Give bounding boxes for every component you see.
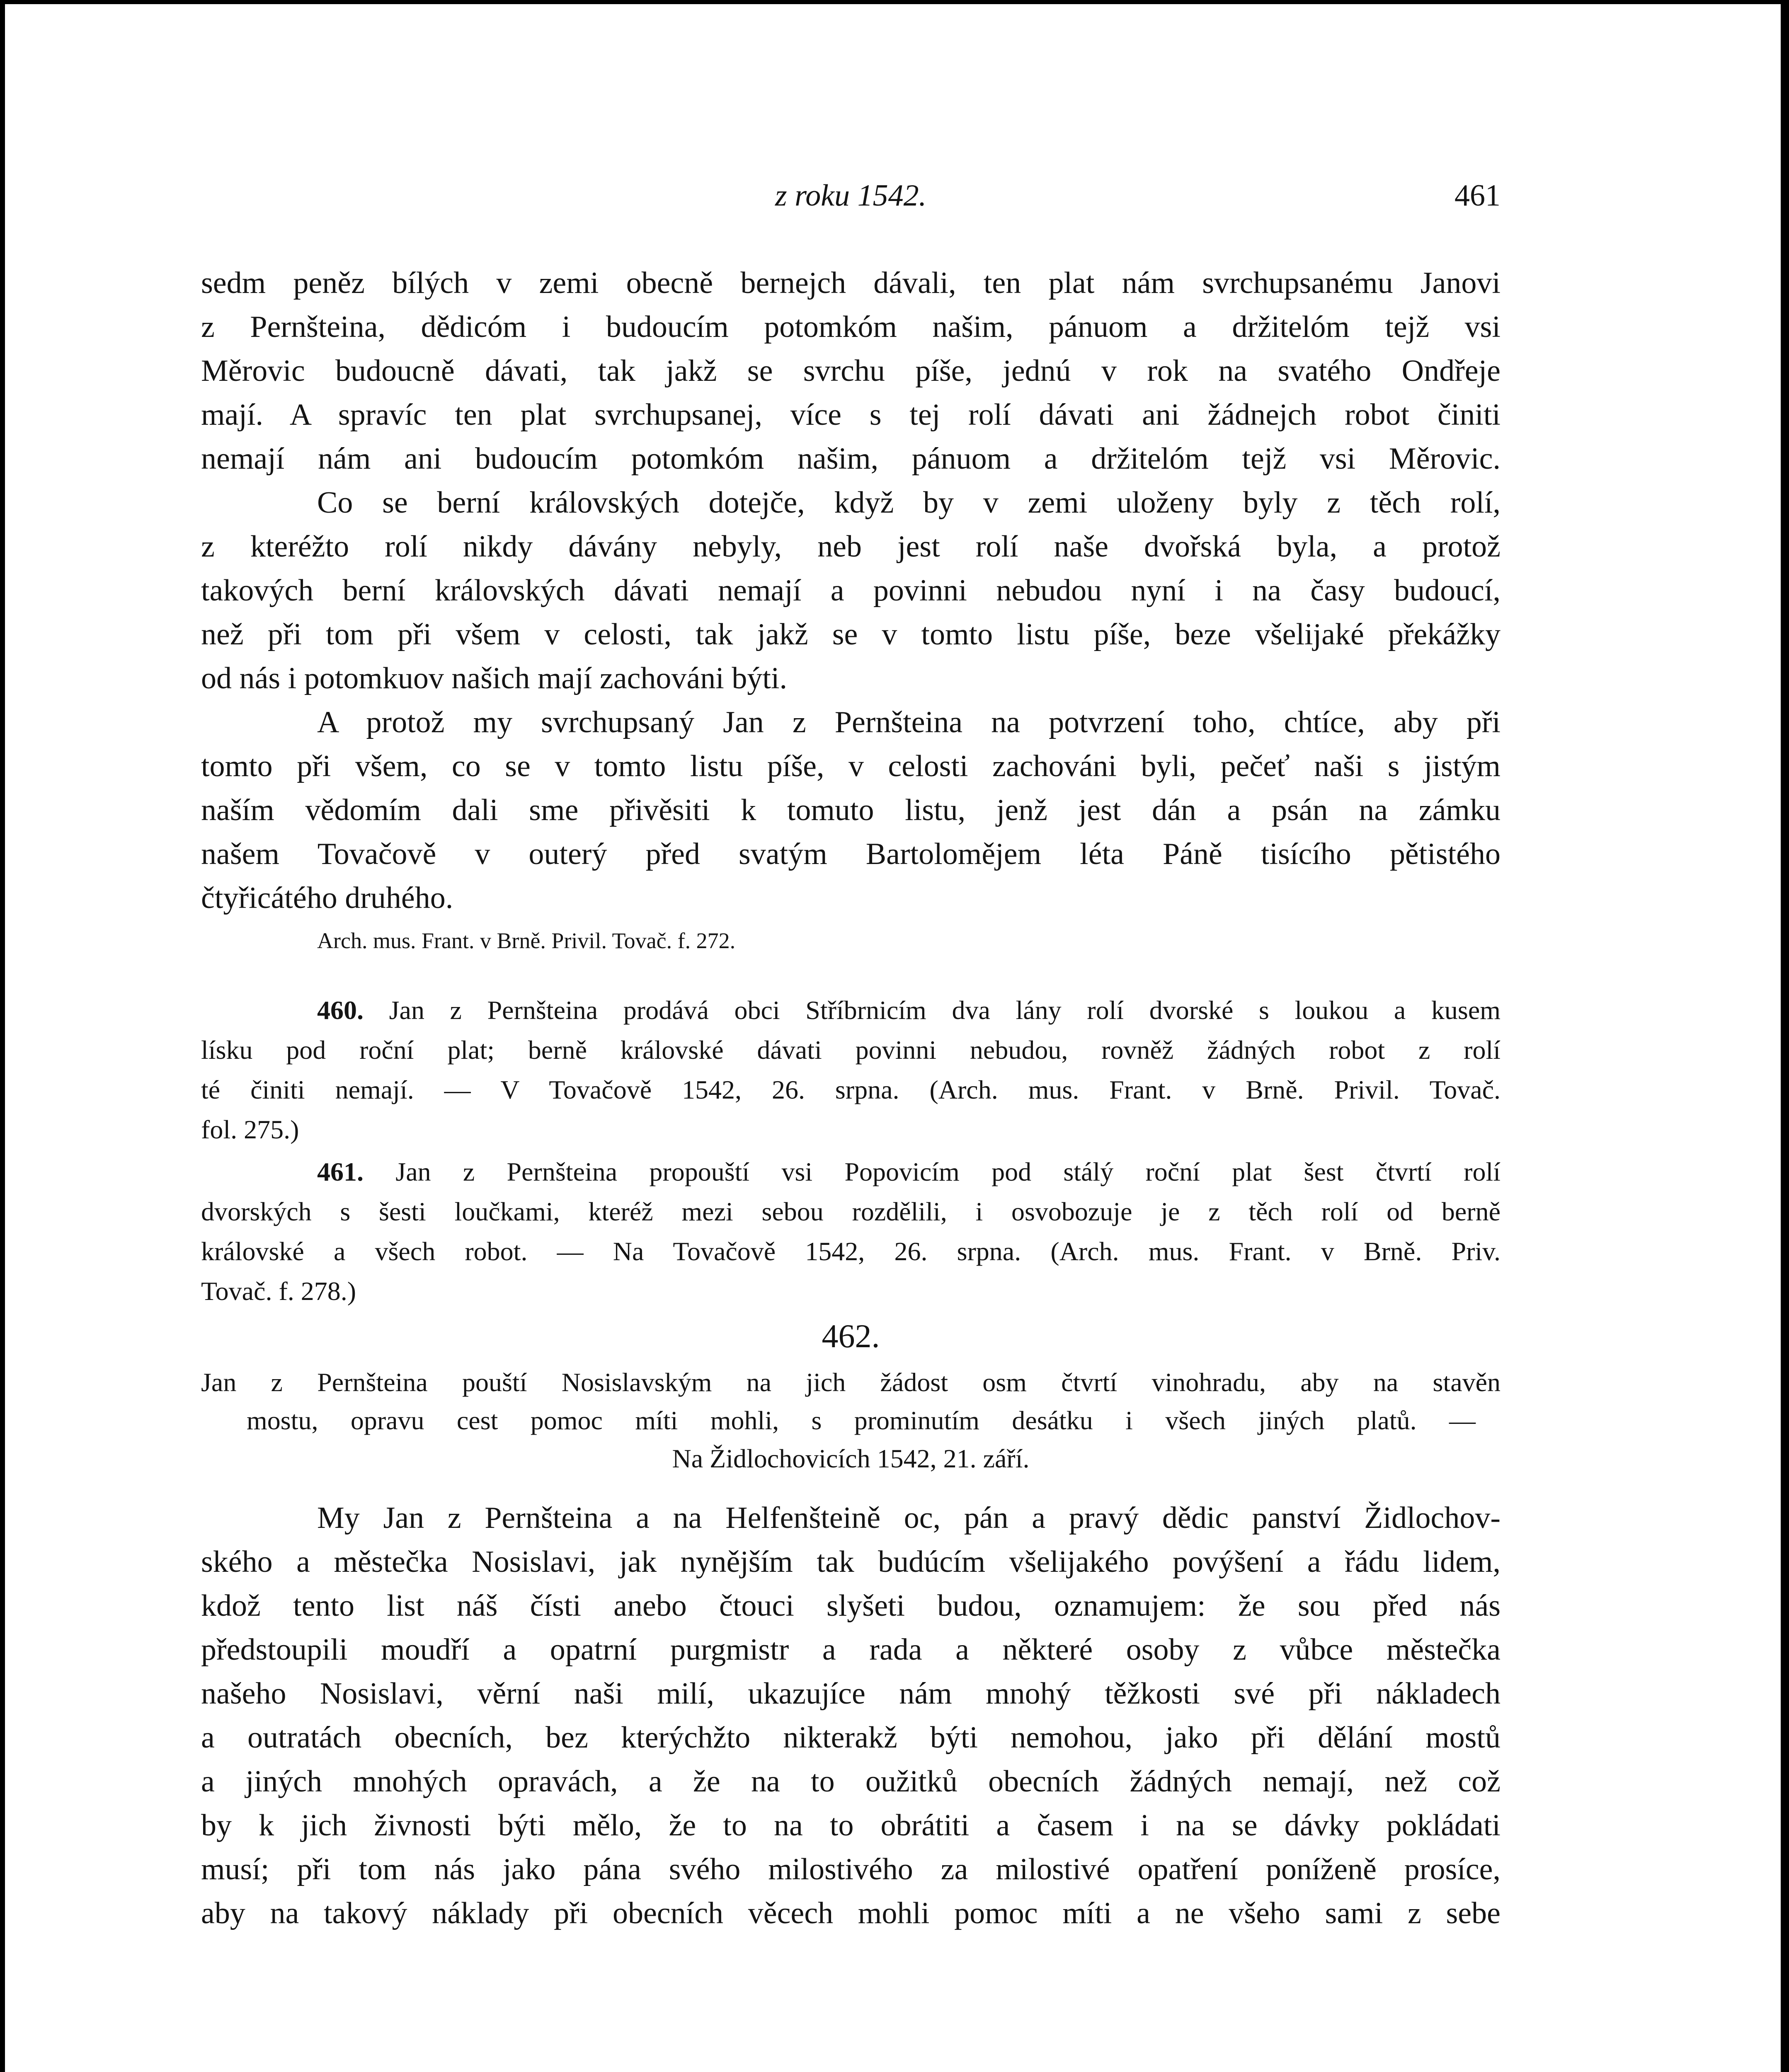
- regest-461: [201, 1152, 1501, 1311]
- text-line: předstoupili moudří a opatrní purgmistr a rada a některé osoby z vůbce městečka: [201, 1633, 1501, 1667]
- regest-number: 460.: [317, 995, 364, 1025]
- regest-text: Jan z Pernšteina propouští vsi Popovicím pod stálý roční plat šest čtvrtí rolí: [395, 1157, 1501, 1186]
- text-line: a outratách obecních, bez kterýchžto nikterakž býti nemohou, jako při dělání mostů: [201, 1721, 1501, 1755]
- text-line: z kteréžto rolí nikdy dávány nebyly, neb jest rolí naše dvořská byla, a protož: [201, 530, 1501, 564]
- regest-line: té činiti nemají. — V Tovačově 1542, 26. srpna. (Arch. mus. Frant. v Brně. Privil. Tovač.: [201, 1075, 1501, 1104]
- text-line: našeho Nosislavi, věrní naši milí, ukazujíce nám mnohý těžkosti své při nákladech: [201, 1677, 1501, 1711]
- regest-line: lísku pod roční plat; berně královské dávati povinni nebudou, rovněž žádných robot z rolí: [201, 1035, 1501, 1065]
- text-line: nemají nám ani budoucím potomkóm našim, pánuom a držitelóm tejž vsi Měrovic.: [201, 442, 1501, 476]
- summary-line: Na Židlochovicích 1542, 21. září.: [672, 1444, 1030, 1473]
- text-line: My Jan z Pernšteina a na Helfenšteině oc, pán a pravý dědic panství Židlochov-: [317, 1501, 1501, 1535]
- page-header: [201, 178, 1501, 224]
- running-title: z roku 1542.: [775, 179, 927, 213]
- scan-border-right: [1781, 0, 1789, 2072]
- text-line: ského a městečka Nosislavi, jak nynějším tak budúcím všelijakého povýšení a řádu lidem,: [201, 1545, 1501, 1579]
- scan-border-left: [0, 0, 5, 2072]
- regest-460: [201, 990, 1501, 1150]
- text-line: od nás i potomkuov našich mají zachováni býti.: [201, 661, 787, 695]
- document-462-body: [201, 1496, 1501, 1935]
- text-line: takových berní královských dávati nemají a povinni nebudou nyní i na časy budoucí,: [201, 574, 1501, 608]
- main-text-top: [201, 261, 1501, 961]
- text-line: než při tom při všem v celosti, tak jakž se v tomto listu píše, beze všelijaké překážky: [201, 617, 1501, 651]
- text-line: z Pernšteina, dědicóm i budoucím potomkóm našim, pánuom a držitelóm tejž vsi: [201, 310, 1501, 344]
- regest-line: fol. 275.): [201, 1115, 299, 1144]
- text-line: mají. A spravíc ten plat svrchupsanej, více s tej rolí dávati ani žádnejch robot činiti: [201, 398, 1501, 432]
- paragraph-1: [201, 261, 1501, 481]
- document-summary: [201, 1363, 1501, 1478]
- regest-number: 461.: [317, 1157, 364, 1186]
- regest-line: královské a všech robot. — Na Tovačově 1542, 26. srpna. (Arch. mus. Frant. v Brně. Priv.: [201, 1237, 1501, 1266]
- text-line: A protož my svrchupsaný Jan z Pernšteina na potvrzení toho, chtíce, aby při: [317, 705, 1501, 739]
- text-line: našem Tovačově v outerý před svatým Bartolomějem léta Páně tisícího pětistého: [201, 837, 1501, 871]
- regest-text: Jan z Pernšteina prodává obci Stříbrnicím dva lány rolí dvorské s loukou a kusem: [389, 995, 1501, 1025]
- text-line: Co se berní královských dotejče, když by v zemi uloženy byly z těch rolí,: [317, 486, 1501, 520]
- text-line: tomto při všem, co se v tomto listu píše, v celosti zachováni byli, pečeť naši s jistým: [201, 749, 1501, 783]
- text-line: Měrovic budoucně dávati, tak jakž se svrchu píše, jednú v rok na svatého Ondřeje: [201, 354, 1501, 388]
- text-line: a jiných mnohých opravách, a že na to oužitků obecních žádných nemají, než což: [201, 1765, 1501, 1798]
- document-462: [201, 1310, 1501, 1478]
- summary-line: Jan z Pernšteina pouští Nosislavským na jich žádost osm čtvrtí vinohradu, aby na stavěn: [201, 1368, 1501, 1397]
- source-note: Arch. mus. Frant. v Brně. Privil. Tovač. f. 272.: [317, 928, 736, 953]
- text-line: musí; při tom nás jako pána svého milostivého za milostivé opatření poníženě prosíce,: [201, 1852, 1501, 1886]
- paragraph-2: [201, 481, 1501, 700]
- regest-line: dvorských s šesti loučkami, kteréž mezi sebou rozdělili, i osvobozuje je z těch rolí od berně: [201, 1197, 1501, 1226]
- document-number: 462.: [822, 1318, 880, 1355]
- text-line: naším vědomím dali sme přivěsiti k tomuto listu, jenž jest dán a psán na zámku: [201, 793, 1501, 827]
- paragraph-3: [201, 700, 1501, 920]
- regest-line: [201, 990, 1501, 1030]
- scan-border-top: [0, 0, 1789, 4]
- summary-line: mostu, opravu cest pomoc míti mohli, s prominutím desátku i všech jiných platů. —: [247, 1406, 1476, 1435]
- text-line: kdož tento list náš čísti anebo čtouci slyšeti budou, oznamujem: že sou před nás: [201, 1589, 1501, 1623]
- text-line: aby na takový náklady při obecních věcech mohli pomoc míti a ne všeho sami z sebe: [201, 1896, 1501, 1930]
- regest-line: Tovač. f. 278.): [201, 1276, 356, 1306]
- text-line: sedm peněz bílých v zemi obecně bernejch dávali, ten plat nám svrchupsanému Janovi: [201, 266, 1501, 300]
- text-line: by k jich živnosti býti mělo, že to na to obrátiti a časem i na se dávky pokládati: [201, 1808, 1501, 1842]
- regest-line: [201, 1152, 1501, 1192]
- text-line: čtyřicátého druhého.: [201, 881, 453, 915]
- page-number: 461: [1454, 179, 1501, 213]
